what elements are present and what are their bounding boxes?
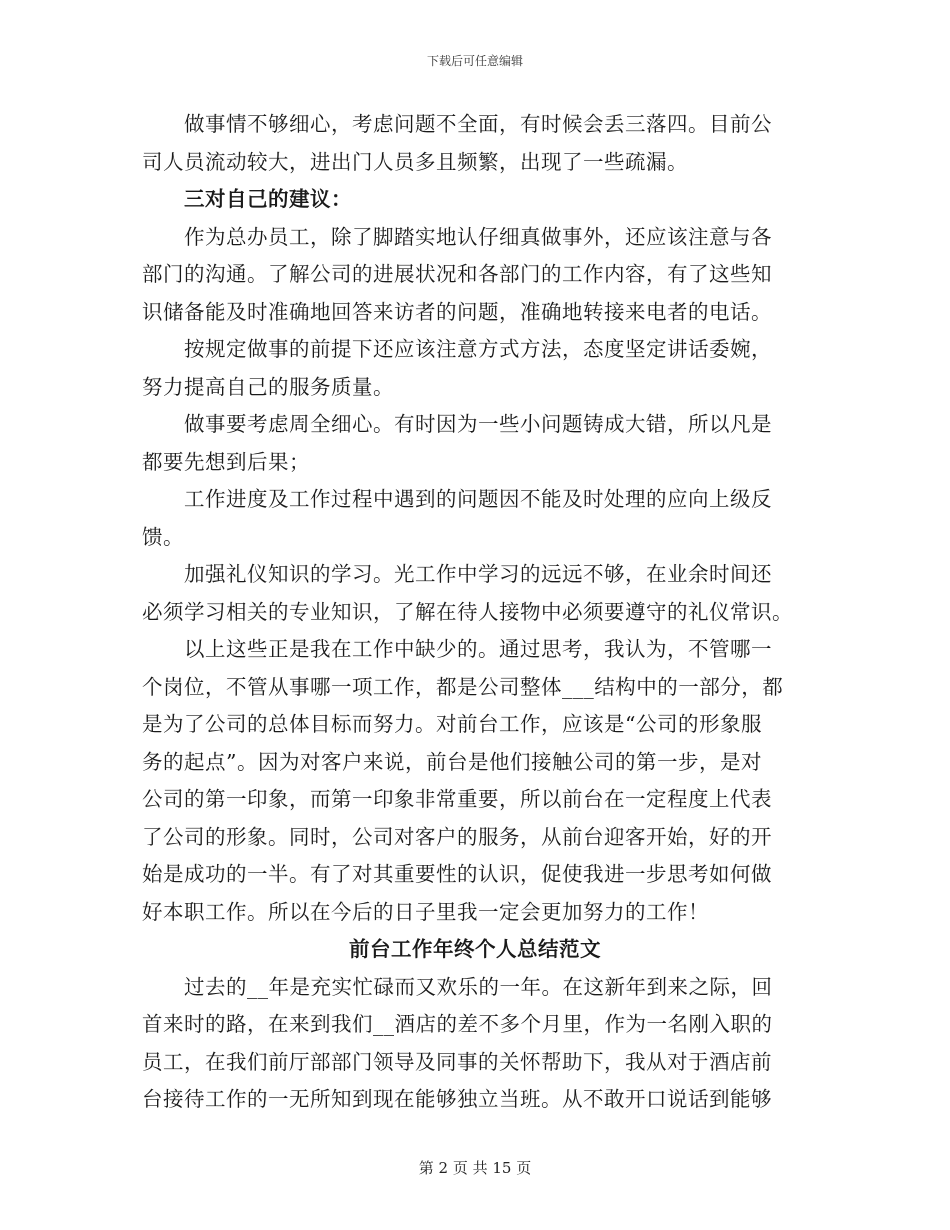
text-line: 识储备能及时准确地回答来访者的问题，准确地转接来电者的电话。 (142, 299, 772, 324)
section-heading: 三对自己的建议： (184, 187, 352, 211)
text-line: 以上这些正是我在工作中缺少的。通过思考，我认为，不管哪一 (184, 637, 772, 661)
text-line: 是为了公司的总体目标而努力。对前台工作，应该是“公司的形象服 (142, 712, 762, 736)
text-line: 馈。 (142, 524, 184, 549)
document-body (142, 106, 808, 1119)
text-line: 过去的__年是充实忙碌而又欢乐的一年。在这新年到来之际，回 (184, 974, 773, 999)
text-line: 做事情不够细心，考虑问题不全面，有时候会丢三落四。目前公 (184, 112, 772, 136)
text-line: 按规定做事的前提下还应该注意方式方法，态度坚定讲话委婉， (184, 337, 772, 361)
text-line: 好本职工作。所以在今后的日子里我一定会更加努力的工作！ (142, 899, 709, 924)
text-line: 了公司的形象。同时，公司对客户的服务，从前台迎客开始，好的开 (142, 824, 772, 849)
text-line: 都要先想到后果； (142, 449, 310, 474)
text-line: 工作进度及工作过程中遇到的问题因不能及时处理的应向上级反 (184, 487, 772, 511)
text-line: 司人员流动较大，进出门人员多且频繁，出现了一些疏漏。 (142, 149, 688, 174)
page-header: 下载后可任意编辑 (426, 54, 523, 68)
text-line: 做事要考虑周全细心。有时因为一些小问题铸成大错，所以凡是 (184, 412, 772, 436)
text-line: 首来时的路，在来到我们__酒店的差不多个月里，作为一名刚入职的 (142, 1012, 773, 1036)
text-line: 务的起点”。因为对客户来说，前台是他们接触公司的第一步，是对 (142, 749, 762, 774)
text-line: 员工，在我们前厅部部门领导及同事的关怀帮助下，我从对于酒店前 (142, 1049, 772, 1074)
text-line: 努力提高自己的服务质量。 (142, 374, 394, 399)
text-line: 必须学习相关的专业知识，了解在待人接物中必须要遵守的礼仪常识。 (142, 599, 793, 624)
text-line: 作为总办员工，除了脚踏实地认仔细真做事外，还应该注意与各 (184, 224, 772, 249)
text-line: 个岗位，不管从事哪一项工作，都是公司整体___结构中的一部分，都 (142, 674, 784, 699)
page-footer: 第 2 页 共 15 页 (418, 1159, 532, 1177)
section-title: 前台工作年终个人总结范文 (349, 937, 601, 961)
text-line: 公司的第一印象，而第一印象非常重要，所以前台在一定程度上代表 (142, 787, 772, 811)
text-line: 加强礼仪知识的学习。光工作中学习的远远不够，在业余时间还 (184, 562, 772, 586)
text-line: 台接待工作的一无所知到现在能够独立当班。从不敢开口说话到能够 (142, 1087, 772, 1111)
text-line: 始是成功的一半。有了对其重要性的认识，促使我进一步思考如何做 (142, 862, 772, 886)
text-line: 部门的沟通。了解公司的进展状况和各部门的工作内容，有了这些知 (142, 262, 772, 286)
